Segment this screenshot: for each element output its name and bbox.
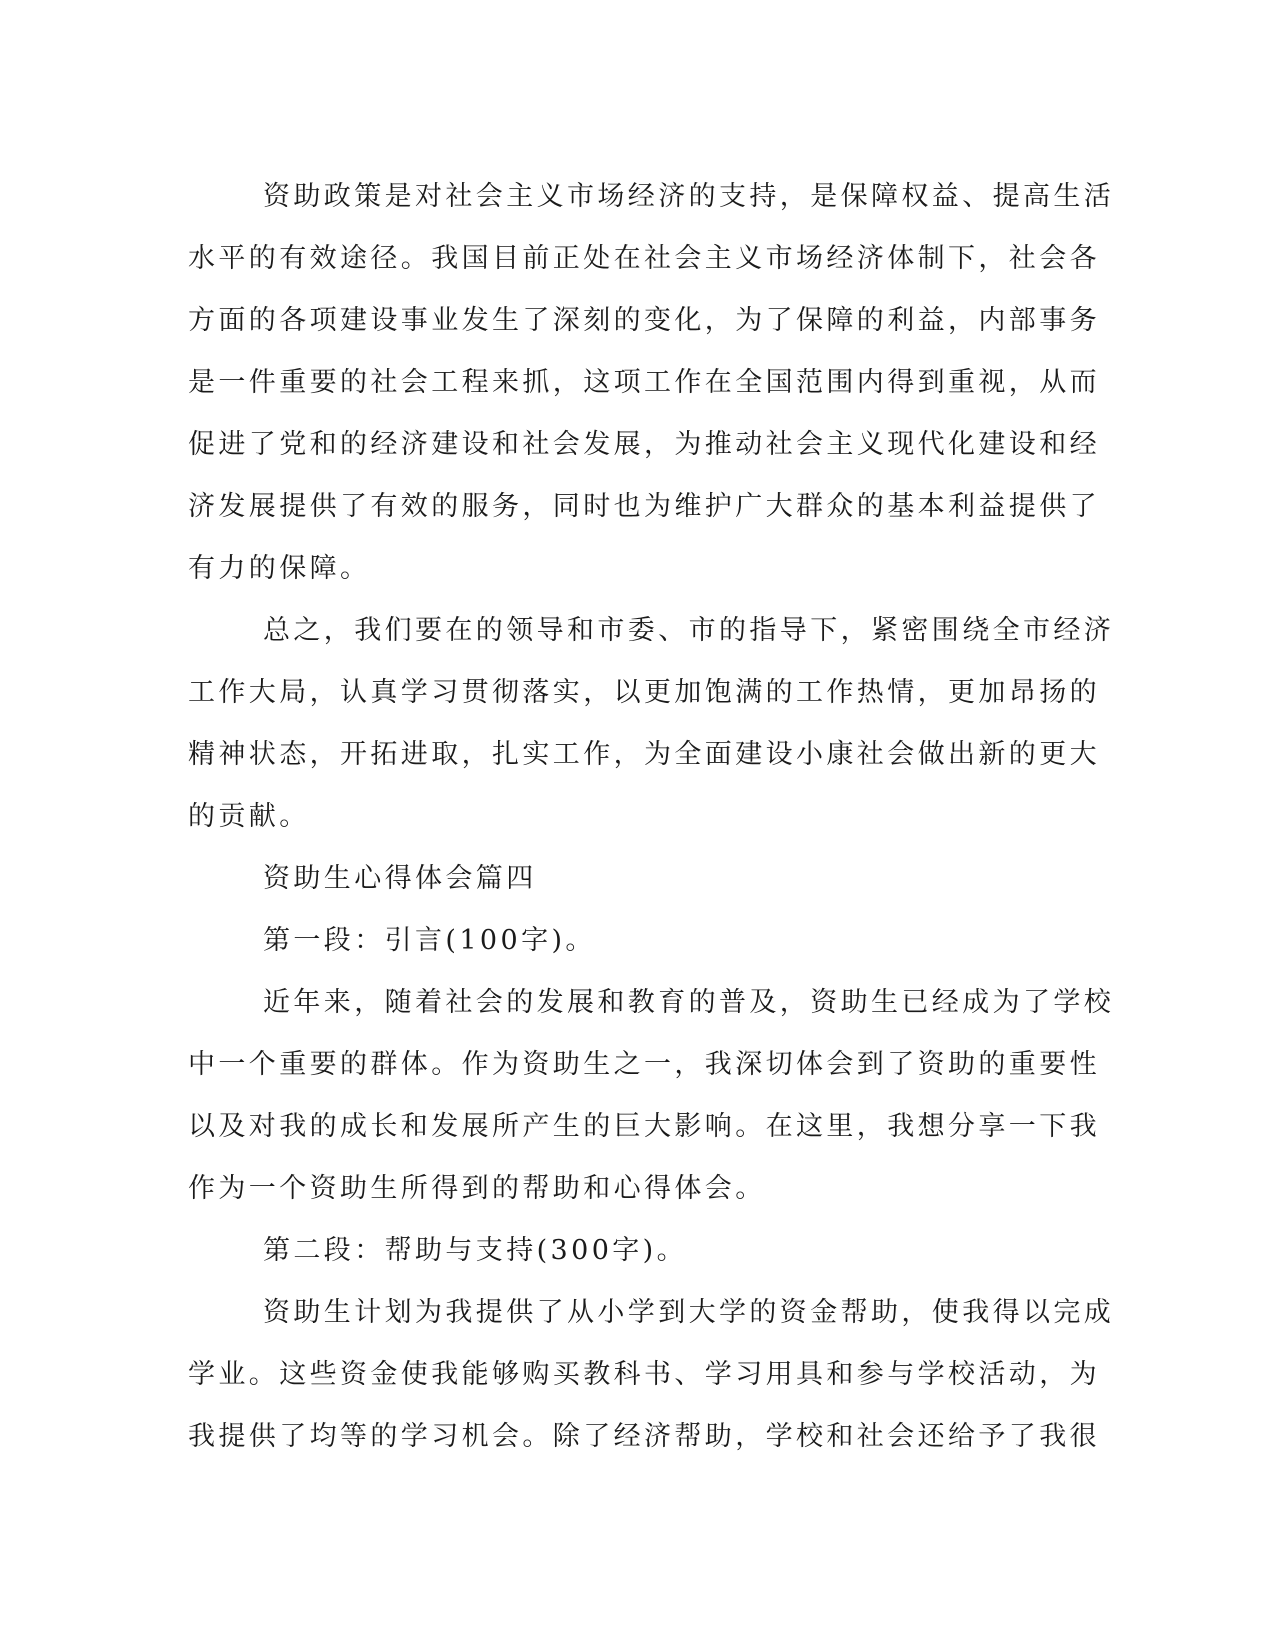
text-line: 促进了党和的经济建设和社会发展，为推动社会主义现代化建设和经 <box>188 429 1100 460</box>
text-line: 精神状态，开拓进取，扎实工作，为全面建设小康社会做出新的更大 <box>188 739 1100 770</box>
text-line: 总之，我们要在的领导和市委、市的指导下，紧密围绕全市经济 <box>263 615 1115 646</box>
text-line: 资助生心得体会篇四 <box>263 863 537 894</box>
text-line: 的贡献。 <box>188 801 310 832</box>
text-line: 资助生计划为我提供了从小学到大学的资金帮助，使我得以完成 <box>263 1297 1115 1328</box>
text-line: 方面的各项建设事业发生了深刻的变化，为了保障的利益，内部事务 <box>188 305 1100 336</box>
document-body <box>188 166 1115 1468</box>
text-line: 工作大局，认真学习贯彻落实，以更加饱满的工作热情，更加昂扬的 <box>188 677 1100 708</box>
text-line: 资助政策是对社会主义市场经济的支持，是保障权益、提高生活 <box>263 181 1115 212</box>
text-line: 我提供了均等的学习机会。除了经济帮助，学校和社会还给予了我很 <box>188 1421 1100 1452</box>
text-line: 学业。这些资金使我能够购买教科书、学习用具和参与学校活动，为 <box>188 1359 1100 1390</box>
text-line: 中一个重要的群体。作为资助生之一，我深切体会到了资助的重要性 <box>188 1049 1100 1080</box>
text-line: 近年来，随着社会的发展和教育的普及，资助生已经成为了学校 <box>263 987 1115 1018</box>
text-line: 有力的保障。 <box>188 553 371 584</box>
text-line: 水平的有效途径。我国目前正处在社会主义市场经济体制下，社会各 <box>188 243 1100 274</box>
text-line: 作为一个资助生所得到的帮助和心得体会。 <box>188 1173 766 1204</box>
text-line: 济发展提供了有效的服务，同时也为维护广大群众的基本利益提供了 <box>188 491 1100 522</box>
text-line: 以及对我的成长和发展所产生的巨大影响。在这里，我想分享一下我 <box>188 1111 1100 1142</box>
text-line: 第一段：引言(100字)。 <box>263 925 596 956</box>
text-line: 是一件重要的社会工程来抓，这项工作在全国范围内得到重视，从而 <box>188 367 1100 398</box>
text-line: 第二段：帮助与支持(300字)。 <box>263 1235 688 1266</box>
